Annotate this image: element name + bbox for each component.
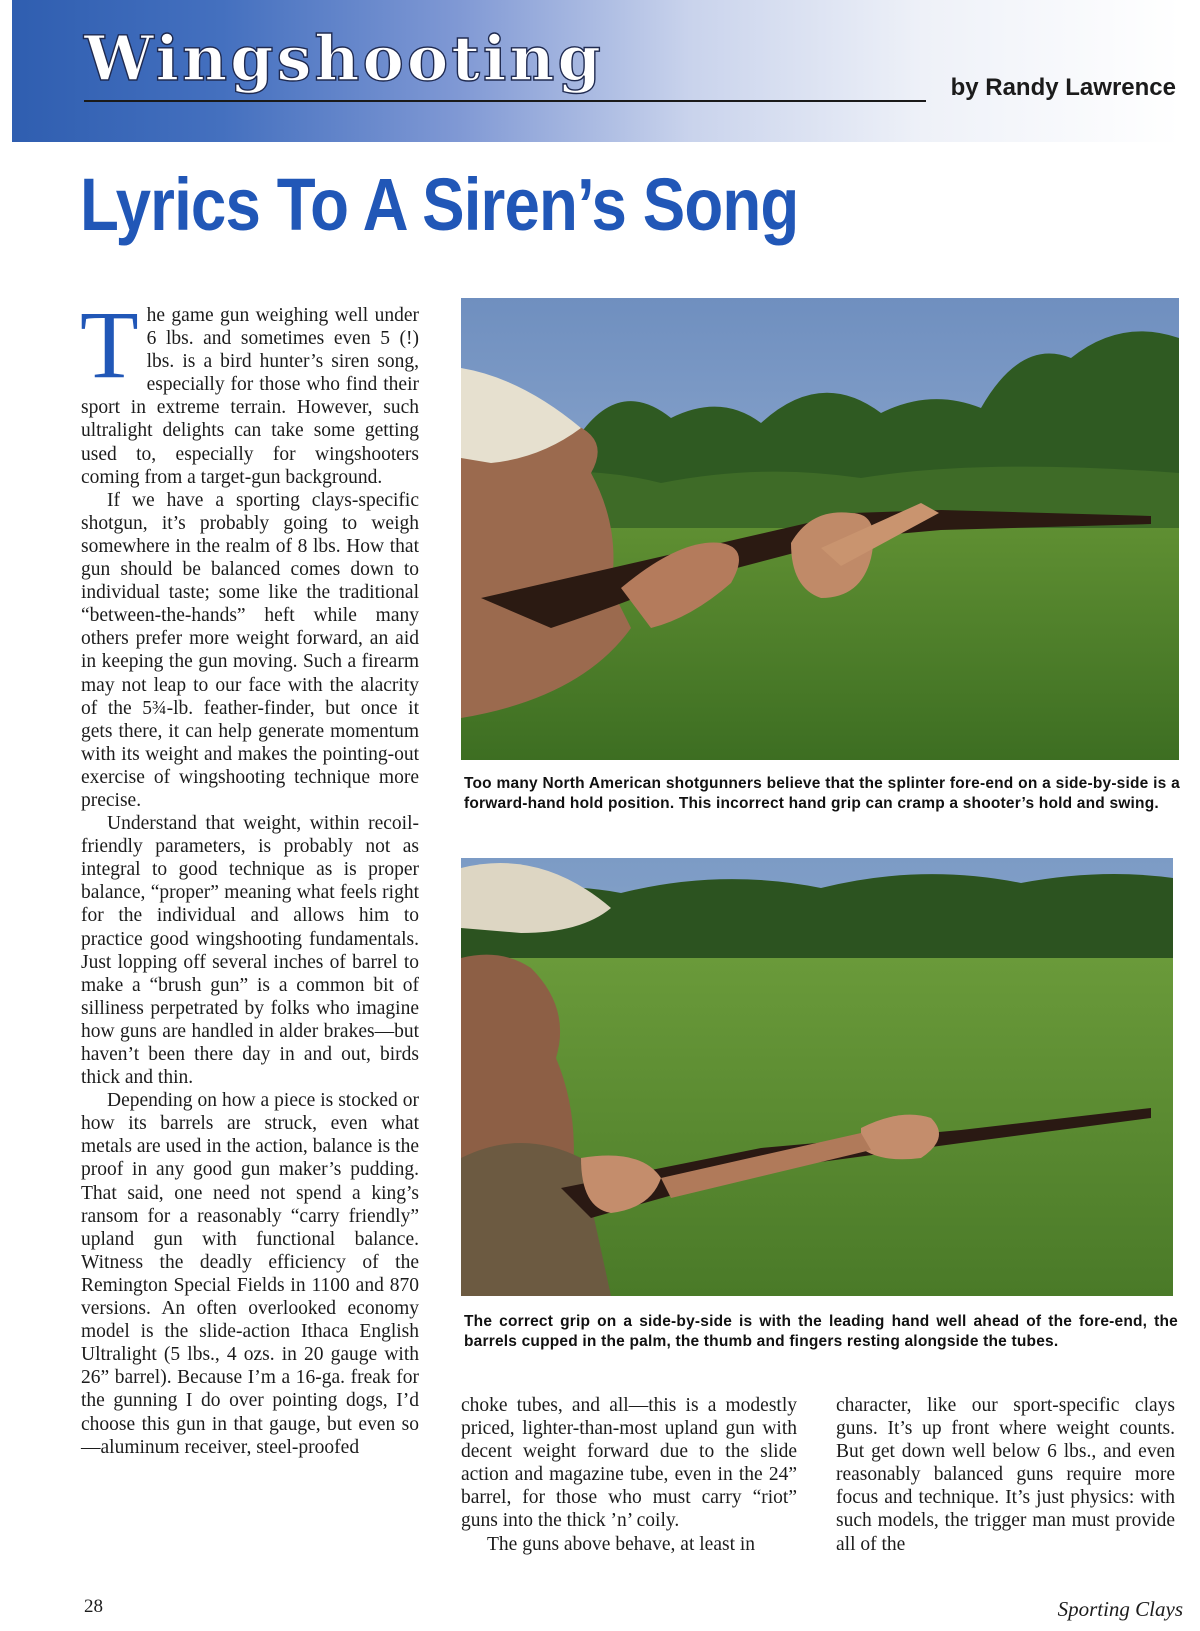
column-left — [80, 291, 419, 1459]
paragraph: character, like our sport-specific clays guns. It’s up front where weight counts. But get down well below 6 lbs., and even reasonably balanced guns require more focus and technique. It’s just physics: with such models, the trigger man must provide all of the — [836, 1395, 1175, 1555]
header-rule — [84, 100, 926, 102]
byline: by Randy Lawrence — [950, 74, 1176, 101]
paragraph: Depending on how a piece is stocked or how its barrels are struck, even what metals are used in the action, balance is the proof in any good gun maker’s pudding. That said, one need not spend a king’s ransom for a reasonably “carry friendly” upland gun with functional balance. Witness the deadly efficiency of the Remington Special Fields in 1100 and 870 versions. An often overlooked economy model is the slide-action Ithaca English Ultralight (5 lbs., 4 ozs. in 20 gauge with 26” barrel). Because I’m a 16-ga. freak for the gunning I do over pointing dogs, I’d choose this gun in that gauge, but even so—aluminum receiver, steel-proofed — [81, 1090, 419, 1458]
paragraph: If we have a sporting clays-specific shotgun, it’s probably going to weigh somewhere in the realm of 8 lbs. How that gun should be balanced comes down to individual taste; some like the traditional “between-the-hands” heft while many others prefer more weight forward, an aid in keeping the gun moving. Such a firearm may not leap to our face with the alacrity of the 5¾-lb. feather-finder, but once it gets there, it can help generate momentum with its weight and makes the pointing-out exercise of wingshooting technique more precise. — [81, 489, 419, 811]
photo-correct-grip — [461, 858, 1173, 1296]
magazine-name: Sporting Clays — [1057, 1597, 1183, 1621]
column-middle — [461, 1394, 797, 1556]
paragraph: The game gun weighing well under 6 lbs. and sometimes even 5 (!) lbs. is a bird hunter’s siren song, especially for those who find their sport in extreme terrain. However, such ultralight delights can take some getting used to, especially for wingshooters coming from a target-gun background. — [80, 291, 419, 488]
paragraph: choke tubes, and all—this is a modestly priced, lighter-than-most upland gun with decent weight forward due to the slide action and magazine tube, even in the 24” barrel, for those who must carry “riot” guns into the thick ’n’ coily. — [461, 1395, 797, 1532]
column-right — [836, 1394, 1175, 1556]
figure-caption: The correct grip on a side-by-side is with the leading hand well ahead of the fore-end, the barrels cupped in the palm, the thumb and fingers resting alongside the tubes. — [464, 1313, 1178, 1350]
paragraph: Understand that weight, within recoil-friendly parameters, is probably not as integral to good technique as is proper balance, “proper” meaning what feels right for the individual and allows him to practice good wingshooting fundamentals. Just lopping off several inches of barrel to make a “brush gun” is a common bit of silliness perpetrated by folks who imagine how guns are handled in alder brakes—but haven’t been there day in and out, birds thick and thin. — [81, 813, 419, 1089]
article-headline: Lyrics To A Siren’s Song — [80, 163, 799, 246]
paragraph: The guns above behave, at least in — [487, 1533, 756, 1555]
photo-incorrect-grip — [461, 298, 1179, 760]
drop-cap: T — [80, 291, 139, 398]
section-title: Wingshooting — [84, 22, 604, 95]
page-number: 28 — [84, 1596, 103, 1617]
figure-caption: Too many North American shotgunners believe that the splinter fore-end on a side-by-side is a forward-hand hold position. This incorrect hand grip can cramp a shooter’s hold and swing. — [464, 775, 1180, 812]
